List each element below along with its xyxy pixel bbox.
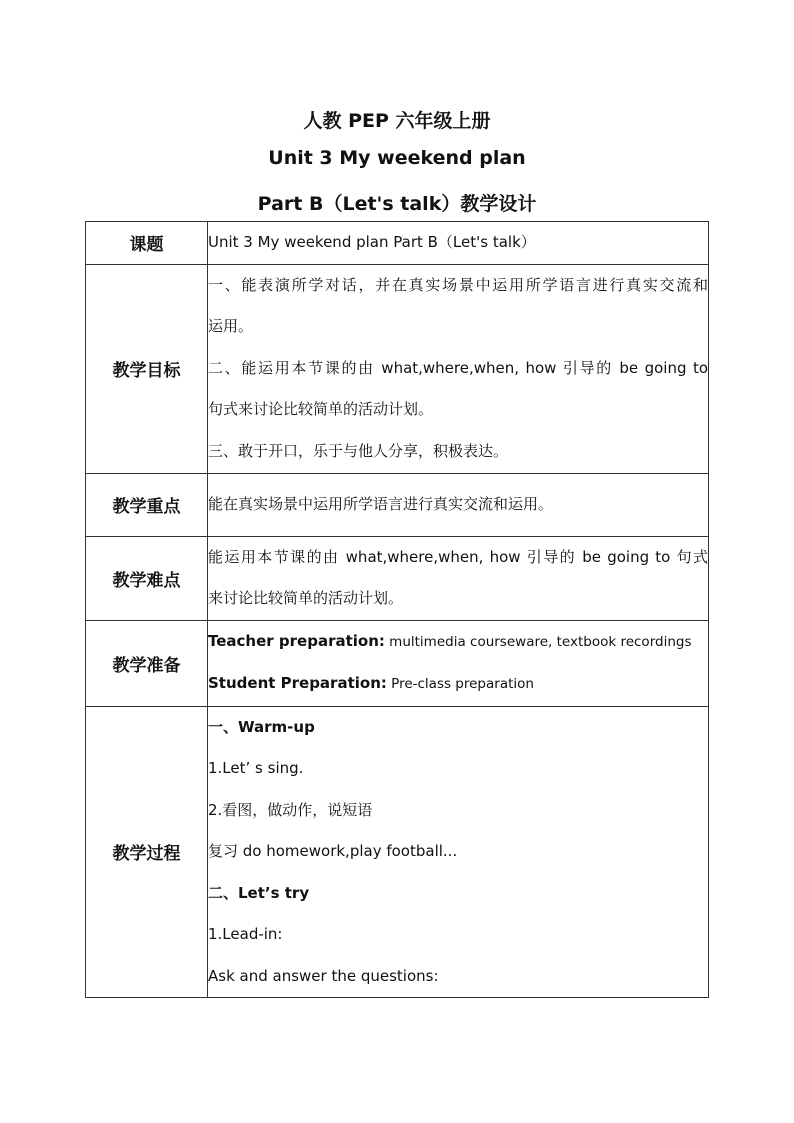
difficulties-value xyxy=(208,536,709,620)
objective-line: 句式来讨论比较简单的活动计划。 xyxy=(208,400,434,419)
table-row-topic xyxy=(86,222,709,265)
objectives-label: 教学目标 xyxy=(86,264,208,473)
process-label: 教学过程 xyxy=(86,706,208,998)
lesson-title: Part B（Let's talk）教学设计 xyxy=(257,193,537,215)
teacher-preparation: Teacher preparation: multimedia courseware, textbook recordings xyxy=(208,631,692,650)
difficulty-line: 来讨论比较简单的活动计划。 xyxy=(208,589,404,607)
objective-line: 运用。 xyxy=(208,317,254,336)
objective-line: 二、能运用本节课的由 what,where,when, how 引导的 be going to xyxy=(208,358,708,377)
unit-title: Unit 3 My weekend plan xyxy=(268,147,526,169)
lesson-plan-table xyxy=(85,221,709,998)
objective-line: 一、能表演所学对话，并在真实场景中运用所学语言进行真实交流和 xyxy=(208,275,708,294)
section-heading: 一、Warm-up xyxy=(208,717,315,736)
process-line: 1.Let’ s sing. xyxy=(208,759,304,777)
topic-value: Unit 3 My weekend plan Part B（Let's talk） xyxy=(208,222,709,265)
process-line: Ask and answer the questions: xyxy=(208,966,439,985)
key-points-value: 能在真实场景中运用所学语言进行真实交流和运用。 xyxy=(208,473,709,536)
topic-label: 课题 xyxy=(86,222,208,265)
difficulties-label: 教学难点 xyxy=(86,536,208,620)
process-line: 复习 do homework,play football... xyxy=(208,842,458,860)
table-row-process xyxy=(86,706,709,998)
key-points-label: 教学重点 xyxy=(86,473,208,536)
difficulty-line: 能运用本节课的由 what,where,when, how 引导的 be going to 句式 xyxy=(208,547,708,566)
section-heading: 二、Let’s try xyxy=(208,883,310,902)
table-row-key-points xyxy=(86,473,709,536)
table-row-objectives xyxy=(86,264,709,473)
table-row-difficulties xyxy=(86,536,709,620)
document-title: 人教 PEP 六年级上册 xyxy=(303,110,491,132)
preparation-label: 教学准备 xyxy=(86,620,208,706)
process-line: 1.Lead-in: xyxy=(208,925,283,943)
student-preparation: Student Preparation: Pre-class preparation xyxy=(208,674,534,692)
table-row-preparation xyxy=(86,620,709,706)
objectives-value xyxy=(208,264,709,473)
objective-line: 三、敢于开口，乐于与他人分享，积极表达。 xyxy=(208,441,509,460)
process-value xyxy=(208,706,709,998)
preparation-value xyxy=(208,620,709,706)
process-line: 2.看图，做动作，说短语 xyxy=(208,800,373,819)
